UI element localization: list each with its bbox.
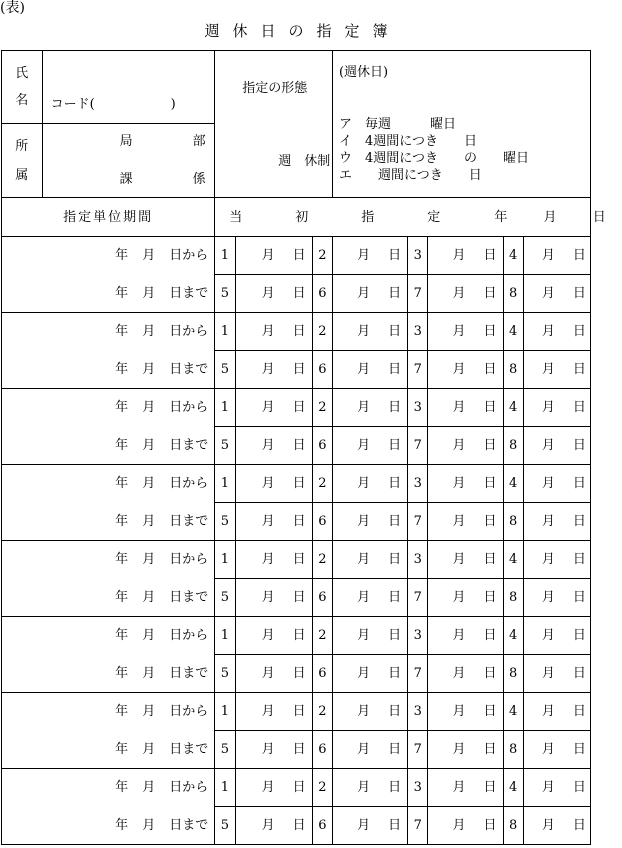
period-end-field[interactable]: 年 月 日まで — [2, 351, 215, 389]
slot-number: 5 — [215, 427, 235, 465]
slot-date-field[interactable]: 月 日 — [428, 503, 503, 541]
slot-date-field[interactable]: 月 日 — [523, 807, 590, 845]
slot-date-field[interactable]: 月 日 — [428, 693, 503, 731]
slot-date-field[interactable]: 月 日 — [235, 579, 312, 617]
slot-date-field[interactable]: 月 日 — [235, 731, 312, 769]
period-start-field[interactable]: 年 月 日から — [2, 617, 215, 655]
slot-number: 5 — [215, 807, 235, 845]
period-header: 指定単位期間 — [2, 198, 215, 237]
code-label: コード( — [50, 97, 95, 112]
slot-date-field[interactable]: 月 日 — [428, 465, 503, 503]
slot-date-field[interactable]: 月 日 — [428, 427, 503, 465]
slot-number: 7 — [408, 731, 428, 769]
slot-number: 8 — [503, 655, 523, 693]
omote-label: (表) — [0, 0, 25, 16]
slot-date-field[interactable]: 月 日 — [523, 769, 590, 807]
slot-date-field[interactable]: 月 日 — [332, 655, 407, 693]
slot-date-field[interactable]: 月 日 — [332, 465, 407, 503]
slot-date-field[interactable]: 月 日 — [428, 237, 503, 275]
slot-number: 2 — [312, 541, 332, 579]
slot-date-field[interactable]: 月 日 — [523, 503, 590, 541]
slot-date-field[interactable]: 月 日 — [523, 541, 590, 579]
period-start-field[interactable]: 年 月 日から — [2, 389, 215, 427]
slot-date-field[interactable]: 月 日 — [332, 579, 407, 617]
slot-date-field[interactable]: 月 日 — [428, 313, 503, 351]
slot-number: 8 — [503, 731, 523, 769]
code-close: ) — [170, 97, 176, 112]
period-end-field[interactable]: 年 月 日まで — [2, 807, 215, 845]
slot-date-field[interactable]: 月 日 — [428, 807, 503, 845]
slot-number: 2 — [312, 237, 332, 275]
slot-number: 6 — [312, 351, 332, 389]
slot-number: 4 — [503, 237, 523, 275]
slot-number: 6 — [312, 503, 332, 541]
slot-date-field[interactable]: 月 日 — [332, 427, 407, 465]
slot-number: 3 — [408, 389, 428, 427]
slot-date-field[interactable]: 月 日 — [332, 693, 407, 731]
ka-label: 課 — [119, 172, 133, 187]
period-row-from — [2, 541, 591, 579]
holiday-option-u: ウ 4週間につき の 曜日 — [338, 151, 529, 166]
period-start-field[interactable]: 年 月 日から — [2, 465, 215, 503]
slot-date-field[interactable]: 月 日 — [428, 731, 503, 769]
slot-date-field[interactable]: 月 日 — [523, 313, 590, 351]
page-title: 週休日の指定簿 — [204, 22, 401, 40]
slot-number: 3 — [408, 237, 428, 275]
slot-number: 7 — [408, 503, 428, 541]
period-row-until — [2, 807, 591, 845]
slot-number: 1 — [215, 769, 235, 807]
slot-number: 2 — [312, 465, 332, 503]
period-start-field[interactable]: 年 月 日から — [2, 313, 215, 351]
slot-date-field[interactable]: 月 日 — [332, 313, 407, 351]
slot-number: 8 — [503, 351, 523, 389]
initial-designation-header: 当 初 指 定 年 月 日 — [215, 198, 591, 237]
slot-number: 7 — [408, 807, 428, 845]
slot-number: 3 — [408, 541, 428, 579]
slot-date-field[interactable]: 月 日 — [332, 541, 407, 579]
slot-date-field[interactable]: 月 日 — [523, 351, 590, 389]
slot-number: 8 — [503, 503, 523, 541]
slot-number: 3 — [408, 617, 428, 655]
period-row-until — [2, 427, 591, 465]
holiday-option-a: ア 毎週 曜日 — [338, 117, 456, 132]
slot-date-field[interactable]: 月 日 — [235, 313, 312, 351]
slot-number: 8 — [503, 427, 523, 465]
period-row-until — [2, 503, 591, 541]
slot-date-field[interactable]: 月 日 — [428, 541, 503, 579]
slot-date-field[interactable]: 月 日 — [332, 617, 407, 655]
slot-number: 2 — [312, 313, 332, 351]
slot-number: 4 — [503, 617, 523, 655]
slot-number: 8 — [503, 579, 523, 617]
slot-number: 8 — [503, 275, 523, 313]
period-end-field[interactable]: 年 月 日まで — [2, 503, 215, 541]
slot-number: 2 — [312, 769, 332, 807]
period-start-field[interactable]: 年 月 日から — [2, 541, 215, 579]
weekly-holiday-cell[interactable] — [332, 51, 590, 198]
period-row-from — [2, 313, 591, 351]
slot-date-field[interactable]: 月 日 — [235, 275, 312, 313]
slot-number: 4 — [503, 313, 523, 351]
slot-number: 5 — [215, 655, 235, 693]
slot-date-field[interactable]: 月 日 — [428, 769, 503, 807]
holiday-header: (週休日) — [338, 65, 389, 80]
slot-date-field[interactable]: 月 日 — [332, 351, 407, 389]
slot-number: 5 — [215, 579, 235, 617]
slot-number: 4 — [503, 389, 523, 427]
slot-number: 1 — [215, 617, 235, 655]
slot-date-field[interactable]: 月 日 — [235, 351, 312, 389]
slot-number: 7 — [408, 351, 428, 389]
slot-number: 1 — [215, 541, 235, 579]
slot-date-field[interactable]: 月 日 — [523, 237, 590, 275]
period-row-until — [2, 351, 591, 389]
affiliation-label-cell: 所 属 — [2, 124, 43, 198]
period-row-from — [2, 617, 591, 655]
slot-number: 1 — [215, 693, 235, 731]
slot-number: 6 — [312, 579, 332, 617]
slot-date-field[interactable]: 月 日 — [235, 503, 312, 541]
period-row-until — [2, 579, 591, 617]
period-end-field[interactable]: 年 月 日まで — [2, 655, 215, 693]
period-row-from — [2, 389, 591, 427]
name-label-cell: 氏 名 — [2, 51, 43, 124]
period-end-field[interactable]: 年 月 日まで — [2, 579, 215, 617]
slot-date-field[interactable]: 月 日 — [332, 769, 407, 807]
slot-date-field[interactable]: 月 日 — [332, 503, 407, 541]
slot-date-field[interactable]: 月 日 — [523, 427, 590, 465]
form-header: 指定の形態 — [242, 81, 308, 96]
slot-date-field[interactable]: 月 日 — [428, 275, 503, 313]
slot-date-field[interactable]: 月 日 — [235, 769, 312, 807]
slot-date-field[interactable]: 月 日 — [332, 275, 407, 313]
period-row-from — [2, 237, 591, 275]
slot-date-field[interactable]: 月 日 — [235, 655, 312, 693]
period-end-field[interactable]: 年 月 日まで — [2, 275, 215, 313]
period-row-until — [2, 275, 591, 313]
slot-number: 6 — [312, 427, 332, 465]
slot-number: 4 — [503, 769, 523, 807]
slot-date-field[interactable]: 月 日 — [332, 731, 407, 769]
slot-number: 3 — [408, 465, 428, 503]
slot-date-field[interactable]: 月 日 — [235, 541, 312, 579]
slot-date-field[interactable]: 月 日 — [523, 465, 590, 503]
slot-number: 5 — [215, 351, 235, 389]
slot-number: 3 — [408, 693, 428, 731]
slot-number: 5 — [215, 275, 235, 313]
period-row-from — [2, 465, 591, 503]
slot-date-field[interactable]: 月 日 — [523, 389, 590, 427]
slot-number: 1 — [215, 237, 235, 275]
slot-number: 7 — [408, 655, 428, 693]
affiliation-field[interactable] — [42, 124, 215, 198]
slot-number: 2 — [312, 389, 332, 427]
slot-date-field[interactable]: 月 日 — [235, 237, 312, 275]
period-end-field[interactable]: 年 月 日まで — [2, 731, 215, 769]
slot-date-field[interactable]: 月 日 — [523, 731, 590, 769]
slot-number: 4 — [503, 693, 523, 731]
period-end-field[interactable]: 年 月 日まで — [2, 427, 215, 465]
slot-date-field[interactable]: 月 日 — [235, 693, 312, 731]
slot-number: 1 — [215, 389, 235, 427]
slot-date-field[interactable]: 月 日 — [428, 579, 503, 617]
kakari-label: 係 — [192, 172, 206, 187]
slot-number: 5 — [215, 503, 235, 541]
period-start-field[interactable]: 年 月 日から — [2, 769, 215, 807]
bu-label: 部 — [192, 134, 206, 149]
slot-number: 5 — [215, 731, 235, 769]
period-row-until — [2, 655, 591, 693]
slot-number: 2 — [312, 693, 332, 731]
slot-date-field[interactable]: 月 日 — [332, 807, 407, 845]
slot-number: 3 — [408, 313, 428, 351]
slot-date-field[interactable]: 月 日 — [428, 655, 503, 693]
slot-date-field[interactable]: 月 日 — [523, 275, 590, 313]
slot-number: 4 — [503, 465, 523, 503]
slot-date-field[interactable]: 月 日 — [235, 807, 312, 845]
slot-date-field[interactable]: 月 日 — [235, 427, 312, 465]
slot-number: 2 — [312, 617, 332, 655]
period-row-until — [2, 731, 591, 769]
slot-date-field[interactable]: 月 日 — [235, 465, 312, 503]
slot-number: 7 — [408, 275, 428, 313]
slot-number: 1 — [215, 465, 235, 503]
slot-number: 6 — [312, 731, 332, 769]
holiday-option-i: イ 4週間につき 日 — [338, 134, 477, 149]
slot-date-field[interactable]: 月 日 — [428, 617, 503, 655]
slot-date-field[interactable]: 月 日 — [523, 693, 590, 731]
form-system: 週 休制 — [278, 154, 331, 169]
slot-date-field[interactable]: 月 日 — [523, 617, 590, 655]
slot-date-field[interactable]: 月 日 — [523, 655, 590, 693]
slot-date-field[interactable]: 月 日 — [235, 617, 312, 655]
slot-date-field[interactable]: 月 日 — [332, 237, 407, 275]
slot-date-field[interactable]: 月 日 — [428, 351, 503, 389]
slot-number: 6 — [312, 275, 332, 313]
slot-number: 6 — [312, 655, 332, 693]
slot-number: 7 — [408, 579, 428, 617]
slot-date-field[interactable]: 月 日 — [332, 389, 407, 427]
period-row-from — [2, 769, 591, 807]
slot-number: 4 — [503, 541, 523, 579]
designation-table — [1, 50, 608, 845]
slot-number: 7 — [408, 427, 428, 465]
period-row-from — [2, 693, 591, 731]
slot-number: 8 — [503, 807, 523, 845]
slot-date-field[interactable]: 月 日 — [523, 579, 590, 617]
kyoku-label: 局 — [119, 134, 133, 149]
form-cell[interactable] — [215, 51, 333, 198]
slot-number: 6 — [312, 807, 332, 845]
period-start-field[interactable]: 年 月 日から — [2, 237, 215, 275]
slot-date-field[interactable]: 月 日 — [428, 389, 503, 427]
period-blocks — [2, 237, 591, 845]
slot-date-field[interactable]: 月 日 — [235, 389, 312, 427]
slot-number: 3 — [408, 769, 428, 807]
period-start-field[interactable]: 年 月 日から — [2, 693, 215, 731]
slot-number: 1 — [215, 313, 235, 351]
name-field[interactable] — [42, 51, 215, 124]
holiday-option-e: エ 週間につき 日 — [338, 168, 482, 183]
